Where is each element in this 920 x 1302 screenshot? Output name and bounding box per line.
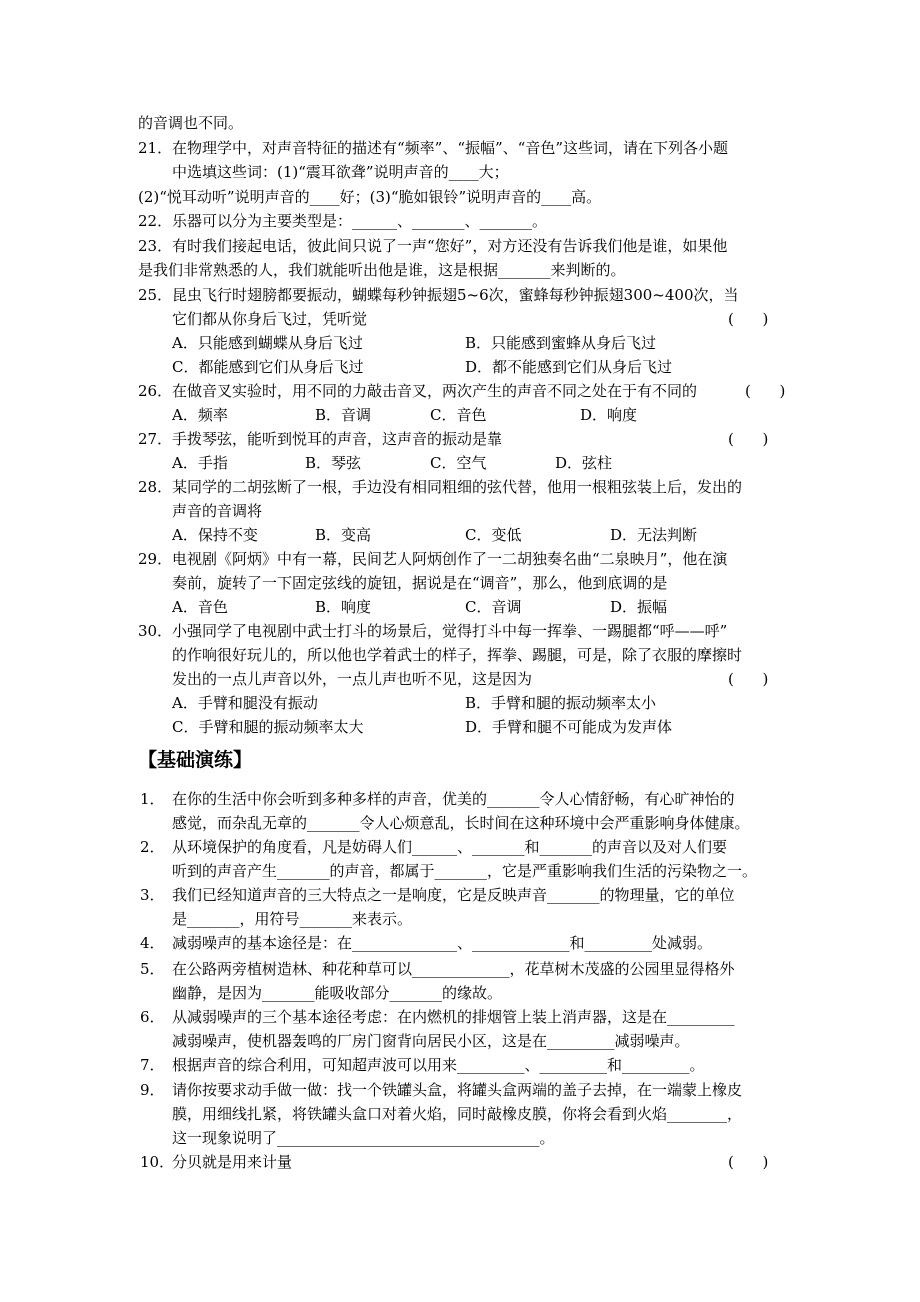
question-number: 6． (140, 1008, 165, 1026)
question-text: 从环境保护的角度看，凡是妨碍人们______、_______和_______的声音以及对人们要 (172, 838, 728, 856)
question-number: 1． (140, 790, 165, 808)
option-a: A．手臂和腿没有振动 (172, 694, 318, 712)
question-text: 电视剧《阿炳》中有一幕，民间艺人阿炳创作了一二胡独奏名曲“二泉映月”，他在演 (172, 550, 728, 568)
question-text: 膜，用细线扎紧，将铁罐头盒口对着火焰，同时敲橡皮膜，你将会看到火焰________， (172, 1105, 743, 1123)
question-text: 幽静，是因为_______能吸收部分_______的缘故。 (172, 984, 503, 1002)
question-number: 27． (138, 430, 173, 448)
question-number: 22． (138, 212, 173, 230)
question-number: 21． (138, 139, 173, 157)
question-text: 分贝就是用来计量 (172, 1153, 293, 1171)
question-number: 28． (138, 478, 173, 496)
option-c: C．都能感到它们从身后飞过 (172, 358, 364, 376)
option-c: C．空气 (430, 454, 487, 472)
option-b: B．琴弦 (305, 454, 362, 472)
question-number: 4． (140, 934, 165, 952)
option-c: C．音色 (430, 406, 487, 424)
answer-parentheses: ( ) (728, 670, 769, 688)
question-text: 听到的声音产生_______的声音，都属于_______，它是严重影响我们生活的污染物之一。 (172, 862, 758, 880)
question-text: 在做音叉实验时，用不同的力敲击音叉，两次产生的声音不同之处在于有不同的 (172, 382, 698, 400)
answer-parentheses: ( ) (745, 382, 786, 400)
question-text: 减弱噪声，使机器轰鸣的厂房门窗背向居民小区，这是在_________减弱噪声。 (172, 1032, 690, 1050)
question-number: 29． (138, 550, 173, 568)
question-number: 23． (138, 237, 173, 255)
question-text: 中选填这些词：(1)“震耳欲聋”说明声音的____大； (172, 163, 509, 181)
question-number: 2． (140, 838, 165, 856)
question-text: 我们已经知道声音的三大特点之一是响度，它是反映声音_______的物理量，它的单位 (172, 886, 735, 904)
option-b: B．变高 (315, 526, 372, 544)
question-text: 的作响很好玩儿的，所以他也学着武士的样子，挥拳、踢腿，可是，除了衣服的摩擦时 (172, 646, 743, 664)
question-text: 乐器可以分为主要类型是：______、_______、_______。 (172, 212, 548, 230)
option-b: B．音调 (315, 406, 372, 424)
question-text: 声音的音调将 (172, 502, 263, 520)
option-c: C．音调 (465, 598, 522, 616)
question-text: 根据声音的综合利用，可知超声波可以用来_________、_________和_________。 (172, 1056, 705, 1074)
question-text: 昆虫飞行时翅膀都要振动，蝴蝶每秒钟振翅5~6次，蜜蜂每秒钟振翅300~400次，当 (172, 286, 739, 304)
question-text: 手拨琴弦，能听到悦耳的声音，这声音的振动是靠 (172, 430, 503, 448)
question-text: 它们都从你身后飞过，凭听觉 (172, 310, 368, 328)
continued-line: 的音调也不同。 (138, 114, 244, 132)
question-number: 5． (140, 960, 165, 978)
question-text: 在你的生活中你会听到多种多样的声音，优美的_______令人心情舒畅，有心旷神怡的 (172, 790, 735, 808)
question-number: 25． (138, 286, 173, 304)
question-number: 3． (140, 886, 165, 904)
option-b: B．手臂和腿的振动频率太小 (465, 694, 657, 712)
option-a: A．手指 (172, 454, 228, 472)
option-c: C．手臂和腿的振动频率太大 (172, 718, 364, 736)
section-heading: 【基础演练】 (138, 749, 253, 771)
question-text: 在公路两旁植树造林、种花种草可以_____________，花草树木茂盛的公园里显得格外 (172, 960, 735, 978)
question-text: 减弱噪声的基本途径是：在______________、_____________和_________处减弱。 (172, 934, 713, 952)
option-b: B．只能感到蜜蜂从身后飞过 (465, 334, 657, 352)
answer-parentheses: ( ) (728, 1153, 769, 1171)
option-a: A．音色 (172, 598, 228, 616)
question-text: 某同学的二胡弦断了一根，手边没有相同粗细的弦代替，他用一根粗弦装上后，发出的 (172, 478, 743, 496)
question-number: 10． (140, 1153, 175, 1171)
answer-parentheses: ( ) (728, 310, 769, 328)
question-text: 奏前，旋转了一下固定弦线的旋钮，据说是在“调音”，那么，他到底调的是 (172, 574, 668, 592)
option-d: D．振幅 (610, 598, 668, 616)
question-text: 小强同学了电视剧中武士打斗的场景后，觉得打斗中每一挥拳、一踢腿都“呼——呼” (172, 622, 728, 640)
option-a: A．保持不变 (172, 526, 258, 544)
option-a: A．频率 (172, 406, 228, 424)
question-number: 7． (140, 1056, 165, 1074)
option-d: D．响度 (580, 406, 638, 424)
question-text: 在物理学中，对声音特征的描述有“频率”、“振幅”、“音色”这些词，请在下列各小题 (172, 139, 729, 157)
question-text: 从减弱噪声的三个基本途径考虑：在内燃机的排烟管上装上消声器，这是在_________ (172, 1008, 735, 1026)
question-text: 是_______，用符号_______来表示。 (172, 910, 413, 928)
question-text: 有时我们接起电话，彼此间只说了一声“您好”，对方还没有告诉我们他是谁，如果他 (172, 237, 728, 255)
option-c: C．变低 (465, 526, 522, 544)
option-a: A．只能感到蝴蝶从身后飞过 (172, 334, 363, 352)
question-text: (2)“悦耳动听”说明声音的____好；(3)“脆如银铃”说明声音的____高。 (138, 188, 602, 206)
question-number: 9． (140, 1081, 165, 1099)
question-number: 30． (138, 622, 173, 640)
question-text: 这一现象说明了___________________________________。 (172, 1129, 555, 1147)
option-d: D．弦柱 (555, 454, 613, 472)
option-b: B．响度 (315, 598, 372, 616)
question-text: 发出的一点儿声音以外，一点儿声也听不见，这是因为 (172, 670, 533, 688)
option-d: D．无法判断 (610, 526, 698, 544)
question-number: 26． (138, 382, 173, 400)
option-d: D．手臂和腿不可能成为发声体 (465, 718, 673, 736)
answer-parentheses: ( ) (728, 430, 769, 448)
question-text: 是我们非常熟悉的人，我们就能听出他是谁，这是根据_______来判断的。 (138, 261, 626, 279)
option-d: D．都不能感到它们从身后飞过 (465, 358, 673, 376)
question-text: 感觉，而杂乱无章的_______令人心烦意乱，长时间在这种环境中会严重影响身体健康。 (172, 814, 750, 832)
question-text: 请你按要求动手做一做：找一个铁罐头盒，将罐头盒两端的盖子去掉，在一端蒙上橡皮 (172, 1081, 743, 1099)
